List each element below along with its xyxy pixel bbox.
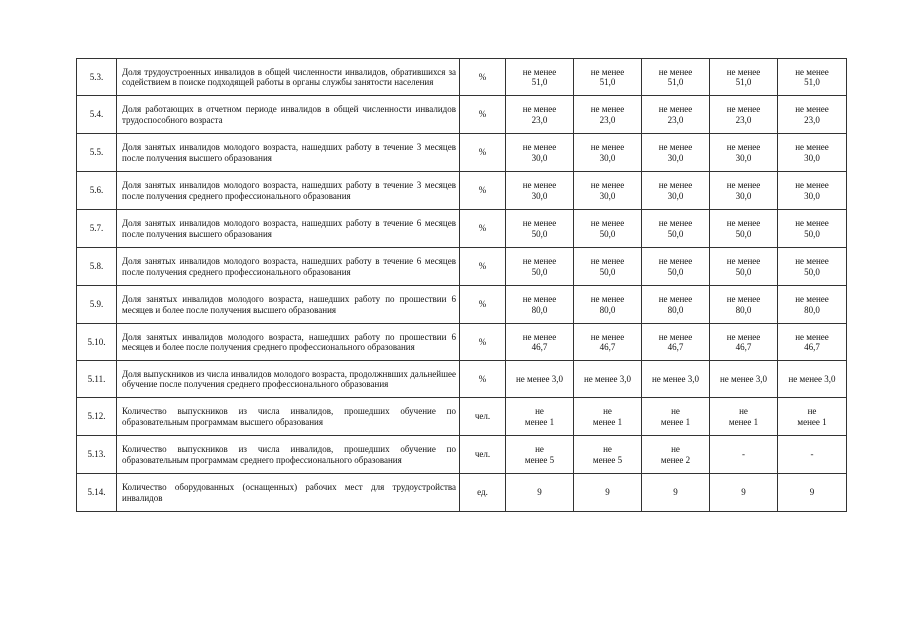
value-text: 9 — [741, 487, 746, 498]
value-text: не менее 51,0 — [795, 66, 829, 87]
table-row — [77, 474, 847, 512]
indicator-name: Доля выпускников из числа инвалидов молодого возраста, продолжнвших дальнейшее обучение после получения среднего профессионального образования — [117, 361, 460, 398]
value-cell — [642, 286, 710, 324]
unit-cell: % — [460, 96, 506, 134]
document-page — [76, 58, 846, 512]
value-text: не менее 3,0 — [515, 373, 564, 384]
value-text: не менее 80,0 — [522, 294, 557, 315]
value-text: - — [742, 449, 745, 460]
value-cell — [710, 398, 778, 436]
value-text: не менее 46,7 — [658, 331, 693, 352]
indicator-name: Доля занятых инвалидов молодого возраста, нашедших работу по прошествии 6 месяцев и более после получения среднего профессионального образования — [117, 324, 460, 361]
value-text: не менее 23,0 — [795, 104, 829, 125]
table-row — [77, 134, 847, 172]
value-text: не менее 30,0 — [795, 180, 829, 201]
table-row — [77, 361, 847, 398]
value-cell — [506, 134, 574, 172]
value-cell — [506, 59, 574, 96]
value-cell — [642, 474, 710, 512]
value-cell — [506, 324, 574, 361]
value-text: не менее 51,0 — [658, 66, 693, 87]
indicator-name: Доля работающих в отчетном периоде инвалидов в общей численности инвалидов трудоспособного возраста — [117, 96, 460, 134]
value-cell — [642, 96, 710, 134]
value-text: не менее 50,0 — [590, 256, 625, 277]
value-cell — [778, 398, 847, 436]
value-text: не менее 51,0 — [522, 66, 557, 87]
value-cell — [778, 96, 847, 134]
value-cell — [642, 210, 710, 248]
value-text: не менее 51,0 — [726, 66, 761, 87]
value-cell — [574, 248, 642, 286]
value-cell — [642, 134, 710, 172]
indicator-name: Доля занятых инвалидов молодого возраста, нашедших работу в течение 6 месяцев после получения высшего образования — [117, 210, 460, 248]
value-cell — [642, 398, 710, 436]
value-text: не менее 30,0 — [658, 180, 693, 201]
table-row — [77, 248, 847, 286]
value-cell — [574, 436, 642, 474]
value-cell — [506, 361, 574, 398]
value-text: не менее 50,0 — [522, 256, 557, 277]
value-text: не менее 30,0 — [726, 180, 761, 201]
row-number: 5.9. — [77, 286, 117, 324]
unit-cell: ед. — [460, 474, 506, 512]
value-text: не менее 30,0 — [658, 142, 693, 163]
value-cell — [506, 96, 574, 134]
value-text: не менее 3,0 — [788, 373, 836, 384]
value-text: не менее 50,0 — [658, 218, 693, 239]
value-cell — [642, 436, 710, 474]
row-number: 5.8. — [77, 248, 117, 286]
value-text: не менее 30,0 — [795, 142, 829, 163]
row-number: 5.14. — [77, 474, 117, 512]
value-cell — [574, 210, 642, 248]
value-cell — [710, 436, 778, 474]
value-text: не менее 50,0 — [795, 256, 829, 277]
table-row — [77, 210, 847, 248]
indicators-table — [76, 58, 847, 512]
value-cell — [574, 324, 642, 361]
row-number: 5.7. — [77, 210, 117, 248]
value-text: не менее 1 — [728, 406, 759, 427]
table-row — [77, 59, 847, 96]
value-cell — [710, 210, 778, 248]
value-cell — [574, 172, 642, 210]
value-text: не менее 3,0 — [651, 373, 700, 384]
table-row — [77, 324, 847, 361]
value-cell — [778, 59, 847, 96]
value-text: не менее 50,0 — [795, 218, 829, 239]
value-text: не менее 1 — [592, 406, 623, 427]
value-cell — [574, 474, 642, 512]
unit-cell: % — [460, 324, 506, 361]
value-text: не менее 46,7 — [726, 331, 761, 352]
value-text: не менее 50,0 — [726, 218, 761, 239]
value-cell — [506, 248, 574, 286]
value-text: 9 — [605, 487, 610, 498]
row-number: 5.12. — [77, 398, 117, 436]
value-text: не менее 80,0 — [590, 294, 625, 315]
value-cell — [642, 361, 710, 398]
value-text: не менее 2 — [660, 444, 691, 465]
table-row — [77, 398, 847, 436]
value-text: не менее 80,0 — [726, 294, 761, 315]
value-cell — [506, 436, 574, 474]
unit-cell: % — [460, 361, 506, 398]
value-text: не менее 1 — [524, 406, 555, 427]
value-cell — [710, 172, 778, 210]
value-cell — [710, 248, 778, 286]
value-cell — [574, 59, 642, 96]
table-row — [77, 436, 847, 474]
indicator-name: Количество выпускников из числа инвалидов, прошедших обучение по образовательным программам среднего профессионального образования — [117, 436, 460, 474]
value-cell — [778, 436, 847, 474]
unit-cell: чел. — [460, 436, 506, 474]
value-text: не менее 46,7 — [795, 331, 829, 352]
value-text: не менее 30,0 — [726, 142, 761, 163]
value-text: не менее 5 — [592, 444, 623, 465]
value-cell — [574, 96, 642, 134]
value-cell — [506, 210, 574, 248]
value-text: не менее 30,0 — [522, 142, 557, 163]
value-cell — [778, 134, 847, 172]
indicator-name: Доля занятых инвалидов молодого возраста, нашедших работу по прошествии 6 месяцев и более после получения высшего образования — [117, 286, 460, 324]
value-text: не менее 1 — [660, 406, 691, 427]
value-text: 9 — [673, 487, 678, 498]
value-text: не менее 50,0 — [590, 218, 625, 239]
value-cell — [710, 96, 778, 134]
table-row — [77, 286, 847, 324]
value-cell — [778, 361, 847, 398]
indicator-name: Количество выпускников из числа инвалидов, прошедших обучение по образовательным программам высшего образования — [117, 398, 460, 436]
value-cell — [710, 134, 778, 172]
value-text: не менее 50,0 — [658, 256, 693, 277]
value-cell — [574, 361, 642, 398]
value-cell — [710, 286, 778, 324]
value-text: 9 — [537, 487, 542, 498]
indicator-name: Количество оборудованных (оснащенных) рабочих мест для трудоустройства инвалидов — [117, 474, 460, 512]
value-cell — [710, 474, 778, 512]
row-number: 5.5. — [77, 134, 117, 172]
value-cell — [778, 286, 847, 324]
value-cell — [506, 398, 574, 436]
row-number: 5.10. — [77, 324, 117, 361]
unit-cell: % — [460, 134, 506, 172]
value-text: - — [810, 449, 814, 460]
value-text: не менее 46,7 — [522, 331, 557, 352]
value-text: не менее 3,0 — [719, 373, 768, 384]
row-number: 5.4. — [77, 96, 117, 134]
value-text: не менее 1 — [797, 406, 827, 427]
value-cell — [710, 324, 778, 361]
value-text: не менее 23,0 — [522, 104, 557, 125]
value-cell — [642, 59, 710, 96]
unit-cell: чел. — [460, 398, 506, 436]
value-text: не менее 30,0 — [522, 180, 557, 201]
value-cell — [710, 59, 778, 96]
value-text: не менее 50,0 — [726, 256, 761, 277]
value-cell — [506, 474, 574, 512]
value-text: не менее 3,0 — [583, 373, 632, 384]
row-number: 5.3. — [77, 59, 117, 96]
value-text: не менее 23,0 — [658, 104, 693, 125]
value-text: не менее 51,0 — [590, 66, 625, 87]
value-cell — [778, 324, 847, 361]
indicator-name: Доля занятых инвалидов молодого возраста, нашедших работу в течение 3 месяцев после получения высшего образования — [117, 134, 460, 172]
row-number: 5.6. — [77, 172, 117, 210]
unit-cell: % — [460, 248, 506, 286]
value-cell — [710, 361, 778, 398]
value-text: 9 — [809, 487, 815, 498]
unit-cell: % — [460, 59, 506, 96]
value-text: не менее 30,0 — [590, 142, 625, 163]
indicator-name: Доля занятых инвалидов молодого возраста, нашедших работу в течение 6 месяцев после получения среднего профессионального образования — [117, 248, 460, 286]
value-cell — [778, 248, 847, 286]
indicator-name: Доля занятых инвалидов молодого возраста, нашедших работу в течение 3 месяцев после получения среднего профессионального образования — [117, 172, 460, 210]
unit-cell: % — [460, 210, 506, 248]
value-text: не менее 23,0 — [726, 104, 761, 125]
table-row — [77, 96, 847, 134]
value-cell — [574, 286, 642, 324]
unit-cell: % — [460, 286, 506, 324]
value-cell — [642, 172, 710, 210]
value-cell — [506, 286, 574, 324]
value-cell — [642, 248, 710, 286]
value-text: не менее 50,0 — [522, 218, 557, 239]
value-text: не менее 30,0 — [590, 180, 625, 201]
table-row — [77, 172, 847, 210]
value-cell — [778, 474, 847, 512]
value-text: не менее 46,7 — [590, 331, 625, 352]
value-text: не менее 80,0 — [658, 294, 693, 315]
value-cell — [506, 172, 574, 210]
value-cell — [642, 324, 710, 361]
indicator-name: Доля трудоустроенных инвалидов в общей численности инвалидов, обратившихся за содействием в поиске подходящей работы в органы службы занятости населения — [117, 59, 460, 96]
value-cell — [778, 210, 847, 248]
value-cell — [778, 172, 847, 210]
value-text: не менее 23,0 — [590, 104, 625, 125]
value-text: не менее 80,0 — [795, 294, 829, 315]
value-text: не менее 5 — [524, 444, 555, 465]
value-cell — [574, 134, 642, 172]
row-number: 5.11. — [77, 361, 117, 398]
unit-cell: % — [460, 172, 506, 210]
row-number: 5.13. — [77, 436, 117, 474]
value-cell — [574, 398, 642, 436]
